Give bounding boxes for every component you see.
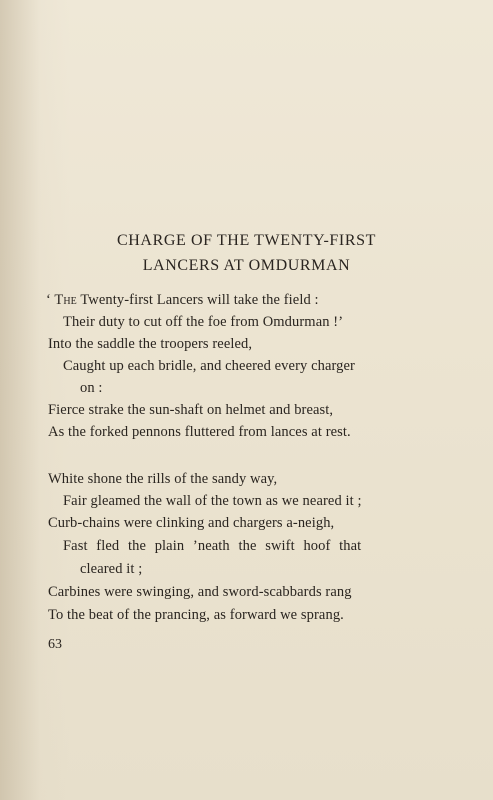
poem-title-line-2: LANCERS AT OMDURMAN (142, 257, 351, 274)
poem-title-line-1: CHARGE OF THE TWENTY-FIRST (116, 232, 376, 249)
poem-line: To the beat of the prancing, as forward we sprang. (48, 607, 344, 623)
poem-line (46, 292, 319, 309)
poem-line: White shone the rills of the sandy way, (48, 471, 278, 487)
poem-line: Fair gleamed the wall of the town as we neared it ; (63, 493, 362, 509)
poem-line-text: Twenty-first Lancers will take the field : (76, 292, 319, 308)
poem-line: Into the saddle the troopers reeled, (48, 336, 253, 352)
poem-line: As the forked pennons fluttered from lances at rest. (48, 424, 351, 440)
poem-line: Fast fled the plain ’neath the swift hoof that (63, 538, 362, 554)
opening-word: ‘ The (46, 292, 77, 308)
poem-line: Curb-chains were clinking and chargers a-neigh, (48, 515, 335, 531)
page-number: 63 (48, 637, 62, 652)
poem-line: Fierce strake the sun-shaft on helmet and breast, (48, 402, 334, 418)
poem-line: Carbines were swinging, and sword-scabbards rang (48, 584, 352, 600)
poem-line: Caught up each bridle, and cheered every charger (63, 358, 355, 374)
poem-line: cleared it ; (80, 561, 143, 577)
poem-line: on : (80, 380, 103, 396)
poem-line: Their duty to cut off the foe from Omdurman !’ (63, 314, 344, 330)
